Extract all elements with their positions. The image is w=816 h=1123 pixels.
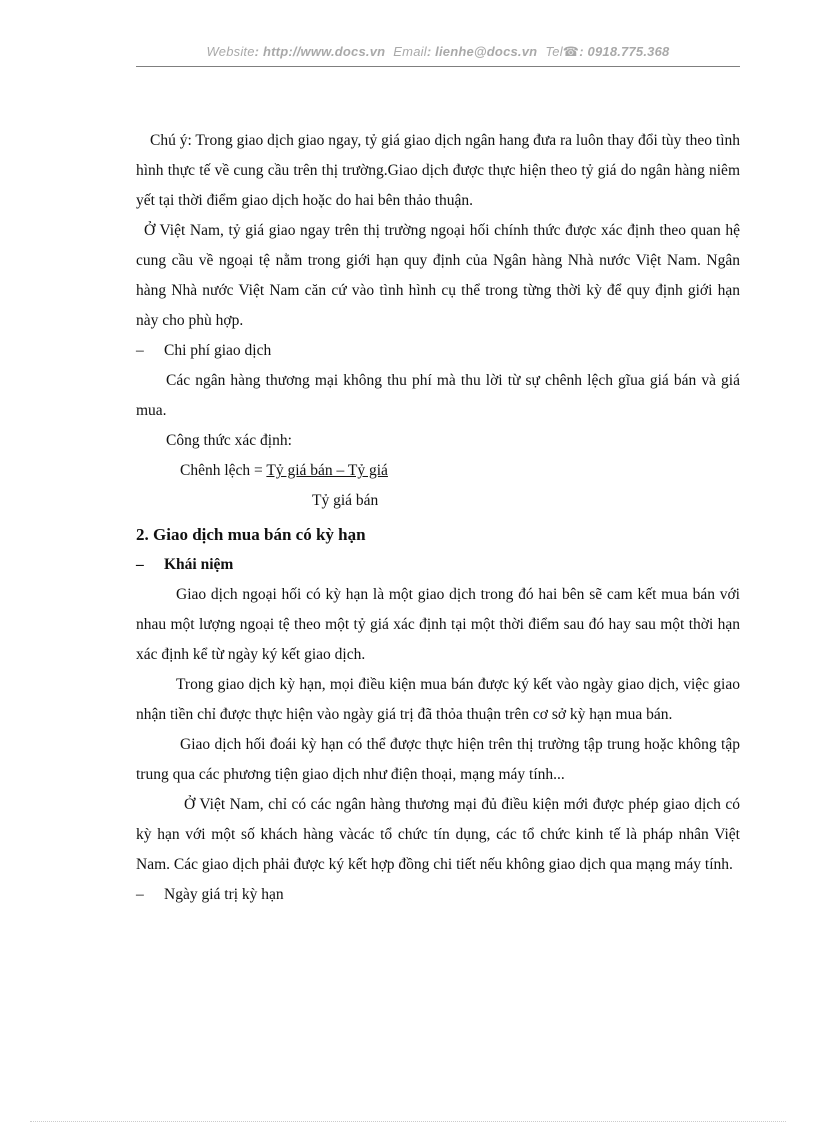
bullet-label: Khái niệm (164, 556, 234, 573)
paragraph-vietnam-forward: Ở Việt Nam, chỉ có các ngân hàng thương mại đủ điều kiện mới được phép giao dịch có kỳ hạn với một số khách hàng vàcác tổ chức tín dụng, các tổ chức kinh tế là pháp nhân Việt Nam. Các giao dịch phải được ký kết hợp đồng chi tiết nếu không giao dịch qua mạng máy tính. (136, 796, 740, 873)
section-title: 2. Giao dịch mua bán có kỳ hạn (136, 525, 366, 544)
bullet-value-date (136, 880, 740, 910)
paragraph-forward-terms: Trong giao dịch kỳ hạn, mọi điều kiện mua bán được ký kết vào ngày giao dịch, việc giao nhận tiền chỉ được thực hiện vào ngày giá trị đã thỏa thuận trên cơ sở kỳ hạn mua bán. (136, 676, 740, 723)
paragraph-note: Chú ý: Trong giao dịch giao ngay, tỷ giá giao dịch ngân hang đưa ra luôn thay đổi tùy theo tình hình thực tế về cung cầu trên thị trường.Giao dịch được thực hiện theo tỷ giá do ngân hàng niêm yết tại thời điểm giao dịch hoặc do hai bên thảo thuận. (136, 132, 740, 209)
email-address[interactable]: : lienhe@docs.vn (426, 44, 538, 59)
email-label: Email (393, 44, 427, 59)
page-header (136, 44, 740, 60)
spread-formula (136, 456, 740, 516)
paragraph-formula-intro: Công thức xác định: (166, 432, 292, 449)
paragraph-cost: Các ngân hàng thương mại không thu phí mà thu lời từ sự chênh lệch gĩua giá bán và giá mua. (136, 372, 740, 419)
formula-left: Chênh lệch = (180, 462, 267, 479)
website-label: Website (206, 44, 255, 59)
formula-denominator: Tỷ giá bán (312, 492, 379, 509)
paragraph-forward-markets: Giao dịch hối đoái kỳ hạn có thể được thực hiện trên thị trường tập trung hoặc không tập trung qua các phương tiện giao dịch như điện thoại, mạng máy tính... (136, 736, 740, 783)
formula-numerator: Tỷ giá bán – Tỷ giá (266, 462, 388, 479)
document-body (136, 126, 740, 910)
bullet-label: Ngày giá trị kỳ hạn (164, 886, 284, 903)
bullet-dash: – (136, 556, 144, 573)
formula-line (180, 456, 388, 486)
bullet-dash: – (136, 886, 144, 903)
bullet-label: Chi phí giao dịch (164, 342, 272, 359)
paragraph-forward-definition: Giao dịch ngoại hối có kỳ hạn là một giao dịch trong đó hai bên sẽ cam kết mua bán với nhau một lượng ngoại tệ theo một tỷ giá xác định tại một thời điểm sau đó hay sau một thời hạn xác định kể từ ngày ký kết giao dịch. (136, 586, 740, 663)
header-divider (136, 66, 740, 67)
tel-number: ☎: 0918.775.368 (562, 44, 670, 59)
tel-label: Tel (545, 44, 563, 59)
website-url[interactable]: : http://www.docs.vn (254, 44, 386, 59)
bullet-transaction-cost (136, 336, 740, 366)
paragraph-vietnam-spot: Ở Việt Nam, tỷ giá giao ngay trên thị trường ngoại hối chính thức được xác định theo quan hệ cung cầu về ngoại tệ nằm trong giới hạn quy định của Ngân hàng Nhà nước Việt Nam. Ngân hàng Nhà nước Việt Nam căn cứ vào tình hình cụ thể trong từng thời kỳ để quy định giới hạn này cho phù hợp. (136, 222, 740, 329)
bullet-concept (136, 550, 740, 580)
footer-divider (30, 1121, 786, 1122)
bullet-dash: – (136, 342, 144, 359)
